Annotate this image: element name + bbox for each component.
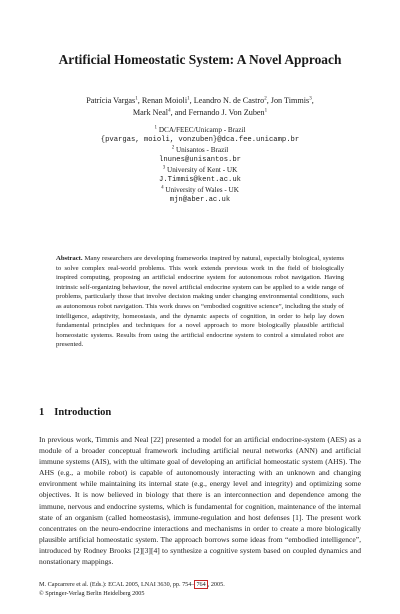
author-name: Renan Moioli (141, 96, 188, 105)
author-name: Mark Neal (132, 108, 169, 117)
author-conjunction: and (174, 108, 187, 117)
author-name: Leandro N. de Castro (193, 96, 265, 105)
affiliation-institution (40, 185, 360, 195)
affiliation-mark: 1 (154, 125, 158, 131)
section-number: 1 (39, 407, 45, 418)
author-affil-mark: 1 (264, 108, 268, 114)
affiliation-text: DCA/FEEC/Unicamp - Brazil (158, 126, 246, 134)
author-line-2: Mark Neal$^4$, and Fernando J. Von Zuben$^1$ (132, 108, 268, 117)
affiliation-mark: 3 (162, 165, 166, 171)
abstract-text: Many researchers are developing frameworks inspired by natural, especially biological, systems to solve complex real-world problems. This work extends previous work in the field of biologically inspired computing, proposing an artificial endocrine system for autonomous robot navigation. Having intrinsic self-organizing behaviour, the novel artificial endocrine system can be applied to a wide range of problems, particularly those that involve decision making under changing environmental conditions, such as autonomous robot navigation. This work draws on “embodied cognitive science”, including the study of intelligence, adaptivity, homeostasis, and the dynamic aspects of cognition, in order to help lay down fundamental principles and techniques for a novel approach to more biologically plausible artificial homeostatic systems. Results from using the artificial endocrine system to control a simulated robot are presented. (56, 255, 344, 349)
author-name: Fernando J. Von Zuben (188, 108, 265, 117)
citation-suffix: , 2005. (207, 581, 225, 588)
section-title: Introduction (54, 407, 112, 418)
affiliation-email: lnunes@unisantos.br (159, 156, 241, 164)
page-reference-link[interactable]: 764 (196, 581, 206, 588)
affiliation-email: mjn@aber.ac.uk (169, 196, 231, 204)
copyright-line: © Springer-Verlag Berlin Heidelberg 2005 (39, 589, 145, 597)
affiliation-email: J.Timmis@kent.ac.uk (159, 176, 241, 184)
author-affil-mark: 4 (168, 108, 171, 114)
abstract (56, 254, 344, 350)
author-affil-mark: 3 (309, 96, 312, 102)
abstract-label: Abstract. (56, 255, 83, 262)
affiliation-institution (40, 165, 360, 175)
section-heading (39, 407, 111, 418)
affiliation-text: University of Wales - UK (165, 186, 239, 194)
affiliation-text: Unisantos - Brazil (175, 146, 229, 154)
author-affil-mark: 2 (264, 96, 267, 102)
affiliation-mark: 2 (171, 145, 175, 151)
author-line-1: Patrícia Vargas$^1$, Renan Moioli$^1$, Leandro N. de Castro$^2$, Jon Timmis$^3$, (86, 96, 314, 105)
author-list (40, 95, 360, 119)
affiliation-institution (40, 125, 360, 135)
citation-line (39, 581, 361, 590)
author-affil-mark: 1 (135, 96, 138, 102)
intro-paragraph: In previous work, Timmis and Neal [22] presented a model for an artificial endocrine-system (AES) as a module of a broader conceptual framework including artificial neural networks (ANN) and artificial immune systems (AIS), with the ultimate goal of developing an artificial homeostatic system (AHS). The AHS (e.g., a mobile robot) is capable of autonomously interacting with an unknown and changing environment while maintaining its internal state (e.g., energy level and integrity) and optimizing some objectives. It is now believed in biology that there is an interconnection and dependence among the immune, nervous and endocrine systems, which is fundamental for cognition, maintenance of the internal state of an organism (called homeostasis), immune-regulation and host defenses [1]. The present work concentrates on the neuro-endocrine interactions and mechanisms in order to create a more biologically plausible artificial homeostatic system. The approach borrows some ideas from “embodied intelligence”, introduced by Rodney Brooks [2][3][4] to synthesize a cognitive system based on coupled dynamics and nonstationary mappings. (39, 435, 361, 567)
affiliation-text: University of Kent - UK (167, 166, 238, 174)
author-name: Patrícia Vargas (86, 96, 136, 105)
affiliation-email: {pvargas, moioli, vonzuben}@dca.fee.unicamp.br (100, 136, 300, 144)
paper-title: Artificial Homeostatic System: A Novel Approach (58, 52, 342, 67)
affiliation-institution (40, 145, 360, 155)
author-affil-mark: 1 (187, 96, 190, 102)
author-name: Jon Timmis (270, 96, 310, 105)
citation-text: M. Capcarrere et al. (Eds.): ECAL 2005, LNAI 3630, pp. 754– (39, 581, 195, 588)
affiliation-mark: 4 (161, 185, 164, 191)
affiliation-list (40, 125, 360, 205)
page-footer (39, 581, 361, 598)
